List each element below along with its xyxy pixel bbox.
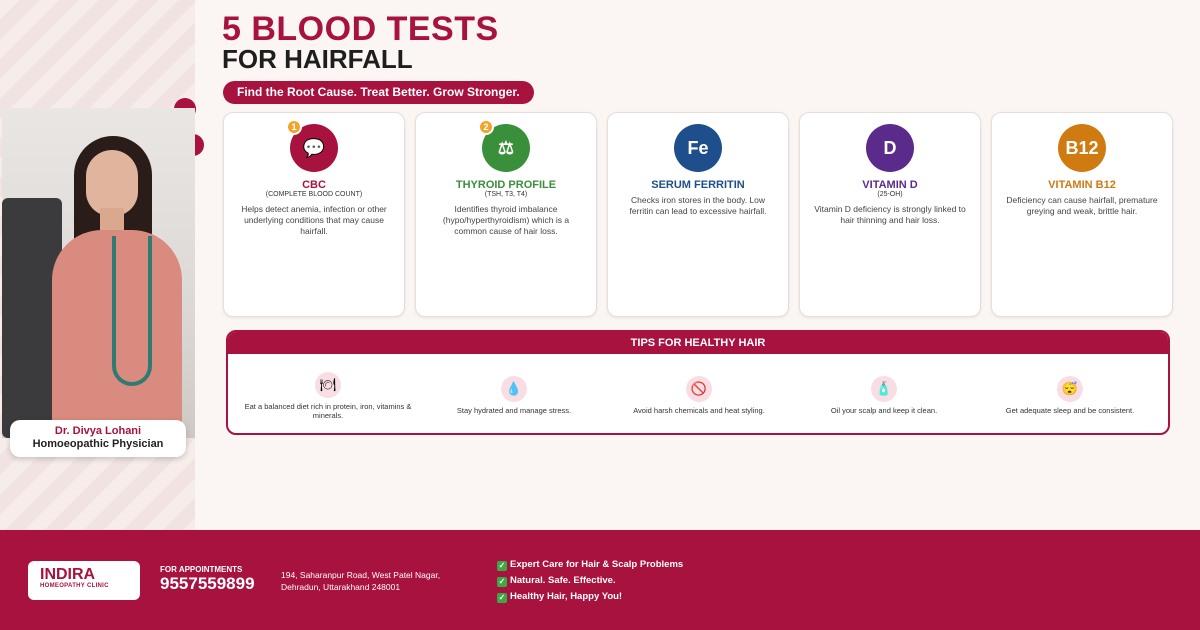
vitamin-b12-icon: B12 <box>1058 124 1106 172</box>
test-card-thyroid <box>415 112 597 317</box>
tip-text: Get adequate sleep and be consistent. <box>1005 406 1135 415</box>
test-title: VITAMIN D <box>862 179 918 191</box>
test-title: THYROID PROFILE <box>455 179 557 191</box>
tips-panel <box>226 330 1170 435</box>
number-badge: 2 <box>478 119 494 135</box>
plate-icon: 🍽 <box>315 372 341 398</box>
check-icon: ✓ <box>498 593 506 602</box>
benefit-item: ✓ Expert Care for Hair & Scalp Problems <box>498 559 684 570</box>
test-subtitle: (25-OH) <box>877 191 903 198</box>
water-drop-icon: 💧 <box>501 376 527 402</box>
appointments-label: FOR APPOINTMENTS <box>160 565 243 574</box>
benefit-list <box>497 557 683 605</box>
test-card-vitamin-d <box>799 112 981 317</box>
clinic-logo <box>28 561 140 600</box>
test-description: Helps detect anemia, infection or other underlying conditions that may cause hairfall. <box>241 204 387 236</box>
test-card-ferritin <box>607 112 789 317</box>
page-title: 5 BLOOD TESTS <box>222 10 499 48</box>
page-subtitle: FOR HAIRFALL <box>222 44 413 74</box>
doctor-name: Dr. Divya Lohani <box>54 425 142 437</box>
check-icon: ✓ <box>498 561 506 570</box>
face-shape <box>86 150 138 216</box>
benefit-item: ✓ Healthy Hair, Happy You! <box>498 591 623 602</box>
test-title: VITAMIN B12 <box>1048 179 1116 191</box>
doctor-role: Homoeopathic Physician <box>32 438 164 450</box>
benefit-item: ✓ Natural. Safe. Effective. <box>498 575 616 586</box>
address <box>281 569 471 593</box>
iron-fe-icon: Fe <box>674 124 722 172</box>
test-card-b12 <box>991 112 1173 317</box>
sleep-face-icon: 😴 <box>1057 376 1083 402</box>
address-line: 194, Saharanpur Road, West Patel Nagar, <box>281 570 441 580</box>
test-description: Vitamin D deficiency is strongly linked to hair thinning and hair loss. <box>814 204 966 225</box>
tip-text: Avoid harsh chemicals and heat styling. <box>633 406 765 415</box>
logo-name: INDIRA <box>40 566 96 583</box>
test-subtitle: (COMPLETE BLOOD COUNT) <box>265 191 363 198</box>
test-description: Checks iron stores in the body. Low ferritin can lead to excessive hairfall. <box>629 195 767 216</box>
tip-item <box>424 376 604 415</box>
tip-item <box>980 376 1160 415</box>
test-subtitle: (TSH, T3, T4) <box>484 191 528 198</box>
test-title: CBC <box>302 179 326 191</box>
tests-grid <box>223 112 1173 317</box>
tip-item <box>238 372 418 420</box>
tip-text: Stay hydrated and manage stress. <box>456 406 572 415</box>
oil-bottle-icon: 🧴 <box>871 376 897 402</box>
doctor-card <box>10 420 186 457</box>
number-badge: 1 <box>286 119 302 135</box>
stethoscope-shape <box>112 236 152 386</box>
chat-bubble-icon: 💬 <box>290 124 338 172</box>
test-description: Identifies thyroid imbalance (hypo/hyperthyroidism) which is a common cause of hair loss. <box>442 204 570 236</box>
footer <box>0 530 1200 630</box>
tagline-pill: Find the Root Cause. Treat Better. Grow Stronger. <box>223 81 534 104</box>
tip-item <box>794 376 974 415</box>
hair-dryer-icon: 🚫 <box>686 376 712 402</box>
test-card-cbc <box>223 112 405 317</box>
tip-text: Eat a balanced diet rich in protein, iron, vitamins & minerals. <box>244 402 412 420</box>
tip-text: Oil your scalp and keep it clean. <box>830 406 938 415</box>
address-line: Dehradun, Uttarakhand 248001 <box>281 582 401 592</box>
tips-heading: TIPS FOR HEALTHY HAIR <box>228 332 1168 354</box>
vitamin-d-icon: D <box>866 124 914 172</box>
phone-number[interactable]: 9557559899 <box>160 574 255 593</box>
doctor-photo <box>2 108 195 438</box>
test-title: SERUM FERRITIN <box>651 179 745 191</box>
logo-subtitle: HOMEOPATHY CLINIC <box>40 583 109 589</box>
scales-icon: ⚖ <box>482 124 530 172</box>
test-description: Deficiency can cause hairfall, premature greying and weak, brittle hair. <box>1006 195 1158 216</box>
check-icon: ✓ <box>498 577 506 586</box>
tip-item <box>609 376 789 415</box>
